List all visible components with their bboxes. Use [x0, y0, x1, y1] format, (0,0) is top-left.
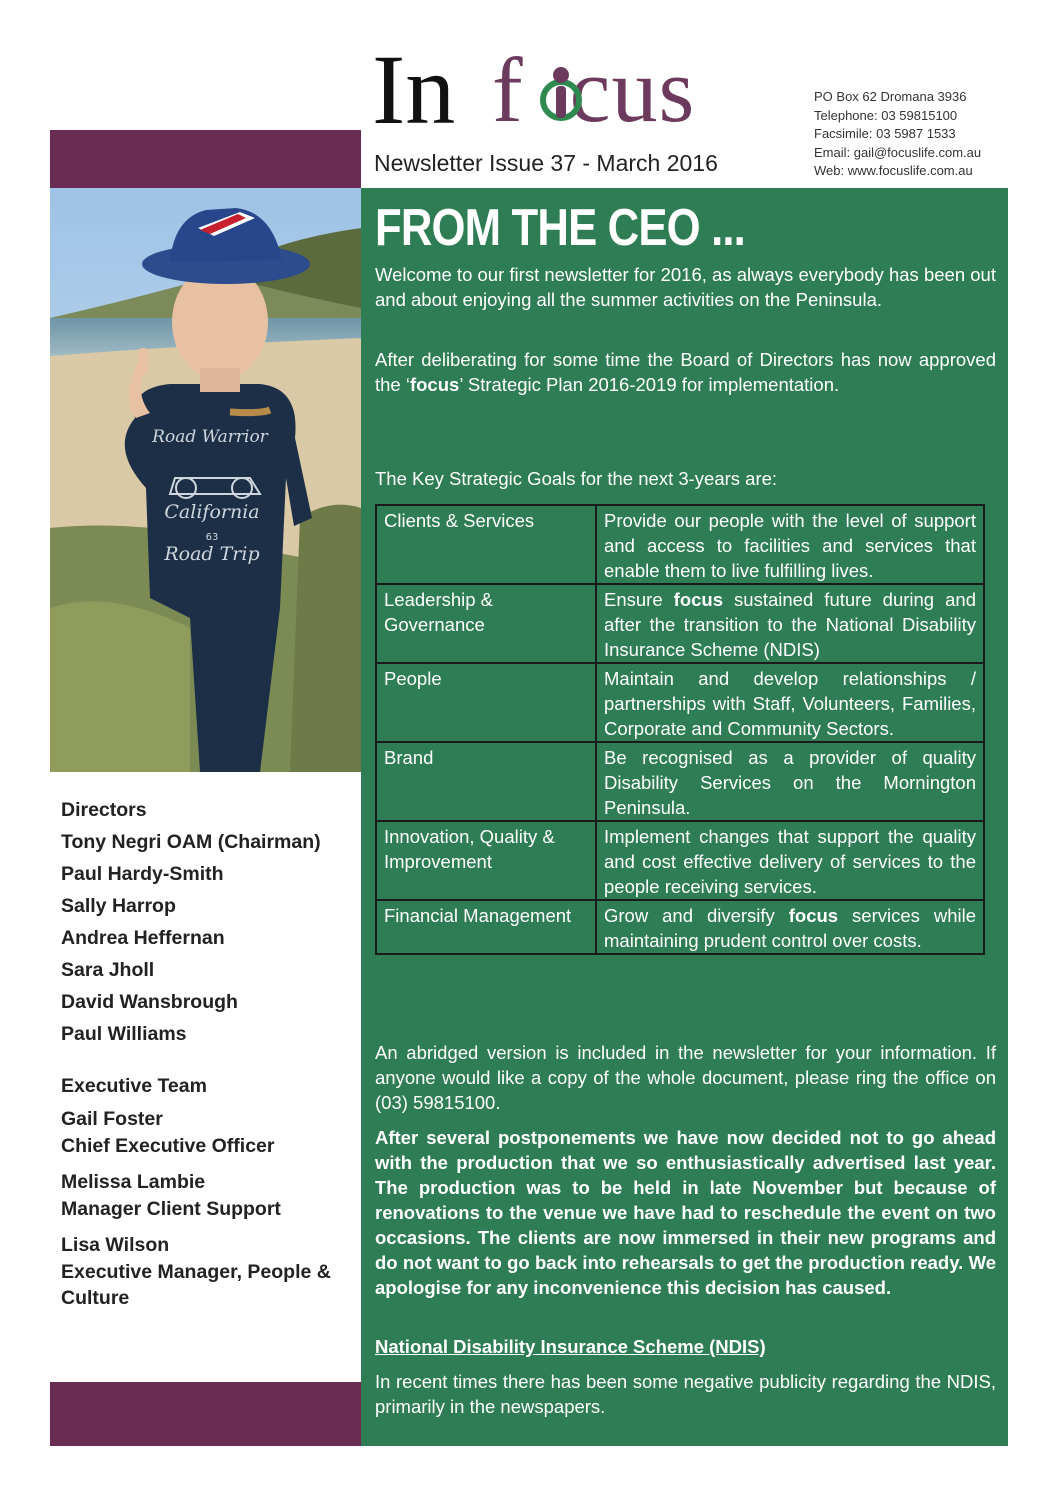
goals-intro: The Key Strategic Goals for the next 3-years are:	[375, 468, 778, 489]
director-name: Tony Negri OAM (Chairman)	[61, 831, 321, 853]
table-row	[376, 584, 984, 663]
goal-description: Implement changes that support the quality and cost effective delivery of services to the people receiving services.	[596, 821, 984, 900]
ceo-paragraph-3: An abridged version is included in the newsletter for your information. If anyone would like a copy of the whole document, please ring the office on (03) 59815100.	[375, 1042, 996, 1113]
director-name: Paul Hardy-Smith	[61, 863, 224, 885]
executive-name: Gail Foster	[61, 1108, 163, 1130]
contact-web[interactable]: Web: www.focuslife.com.au	[814, 163, 973, 178]
goal-description: Grow and diversify focus services while maintaining prudent control over costs.	[596, 900, 984, 954]
director-name: Paul Williams	[61, 1023, 187, 1045]
goal-description: Ensure focus sustained future during and after the transition to the National Disability Insurance Scheme (NDIS)	[596, 584, 984, 663]
logo-focus-cus: cus	[569, 39, 696, 141]
shirt-text-2: California	[164, 501, 260, 523]
contact-email[interactable]: Email: gail@focuslife.com.au	[814, 144, 982, 160]
contact-block	[814, 88, 981, 181]
plum-bar-top	[50, 130, 361, 188]
director-name: Sally Harrop	[61, 895, 176, 917]
shirt-badge: 63	[205, 532, 219, 543]
executive-role: Manager Client Support	[61, 1197, 281, 1220]
director-name: Andrea Heffernan	[61, 927, 225, 949]
contact-telephone: Telephone: 03 59815100	[814, 107, 958, 123]
shirt-text-1: Road Warrior	[152, 427, 268, 447]
executive-name: Lisa Wilson	[61, 1234, 170, 1256]
table-row	[376, 663, 984, 742]
goals-table	[375, 504, 985, 955]
ndis-heading: National Disability Insurance Scheme (NDIS)	[375, 1336, 766, 1357]
executive-member	[61, 1169, 356, 1222]
goal-description: Be recognised as a provider of quality Disability Services on the Mornington Peninsula.	[596, 742, 984, 821]
executive-member	[61, 1232, 356, 1312]
p2-focus-bold: focus	[409, 374, 460, 395]
executive-role: Chief Executive Officer	[61, 1134, 275, 1157]
ceo-paragraph-5: In recent times there has been some negative publicity regarding the NDIS, primarily in the newspapers.	[375, 1371, 996, 1417]
executive-heading: Executive Team	[61, 1075, 207, 1097]
goal-area: People	[376, 663, 596, 742]
beach-photo	[50, 188, 361, 772]
goal-area: Brand	[376, 742, 596, 821]
table-row	[376, 900, 984, 954]
goal-area: Leadership & Governance	[376, 584, 596, 663]
plum-bar-bottom	[50, 1382, 361, 1446]
goal-description: Maintain and develop relationships / partnerships with Staff, Volunteers, Families, Corporate and Community Sectors.	[596, 663, 984, 742]
directors-heading: Directors	[61, 799, 147, 821]
table-row	[376, 505, 984, 584]
goal-description: Provide our people with the level of support and access to facilities and services that enable them to live fulfilling lives.	[596, 505, 984, 584]
logo-focus-f: f	[492, 39, 524, 141]
ceo-headline: FROM THE CEO ...	[375, 199, 745, 257]
goal-area: Financial Management	[376, 900, 596, 954]
logo-person-icon	[540, 64, 582, 128]
logo-focus	[492, 39, 696, 141]
goal-area: Innovation, Quality & Improvement	[376, 821, 596, 900]
director-name: David Wansbrough	[61, 991, 238, 1013]
logo-in: In	[372, 34, 456, 145]
executive-name: Melissa Lambie	[61, 1171, 206, 1193]
issue-line: Newsletter Issue 37 - March 2016	[374, 150, 718, 176]
goal-area: Clients & Services	[376, 505, 596, 584]
director-name: Sara Jholl	[61, 959, 155, 981]
ceo-paragraph-4: After several postponements we have now decided not to go ahead with the production that we so enthusiastically advertised last year. The production was to be held in late November but because of renovations to the venue we have had to reschedule the event on two occasions. The clients are now immersed in their new programs and do not want to go back into rehearsals to get the production ready. We apologise for any inconvenience this decision has caused.	[375, 1127, 996, 1298]
shirt-text-3: Road Trip	[164, 543, 260, 565]
p2-text-b: ’ Strategic Plan 2016-2019 for implementation.	[459, 374, 840, 395]
contact-address: PO Box 62 Dromana 3936	[814, 89, 967, 104]
table-row	[376, 821, 984, 900]
executive-role: Executive Manager, People & Culture	[61, 1260, 331, 1309]
p2-text-a: After deliberating for some time the Board of Directors has now approved the ‘	[375, 349, 996, 395]
ceo-paragraph-1: Welcome to our first newsletter for 2016, as always everybody has been out and about enjoying all the summer activities on the Peninsula.	[375, 264, 996, 310]
executive-member	[61, 1106, 356, 1159]
table-row	[376, 742, 984, 821]
contact-facsimile: Facsimile: 03 5987 1533	[814, 126, 956, 141]
people-list	[61, 794, 356, 1322]
ceo-paragraph-2	[375, 347, 996, 397]
